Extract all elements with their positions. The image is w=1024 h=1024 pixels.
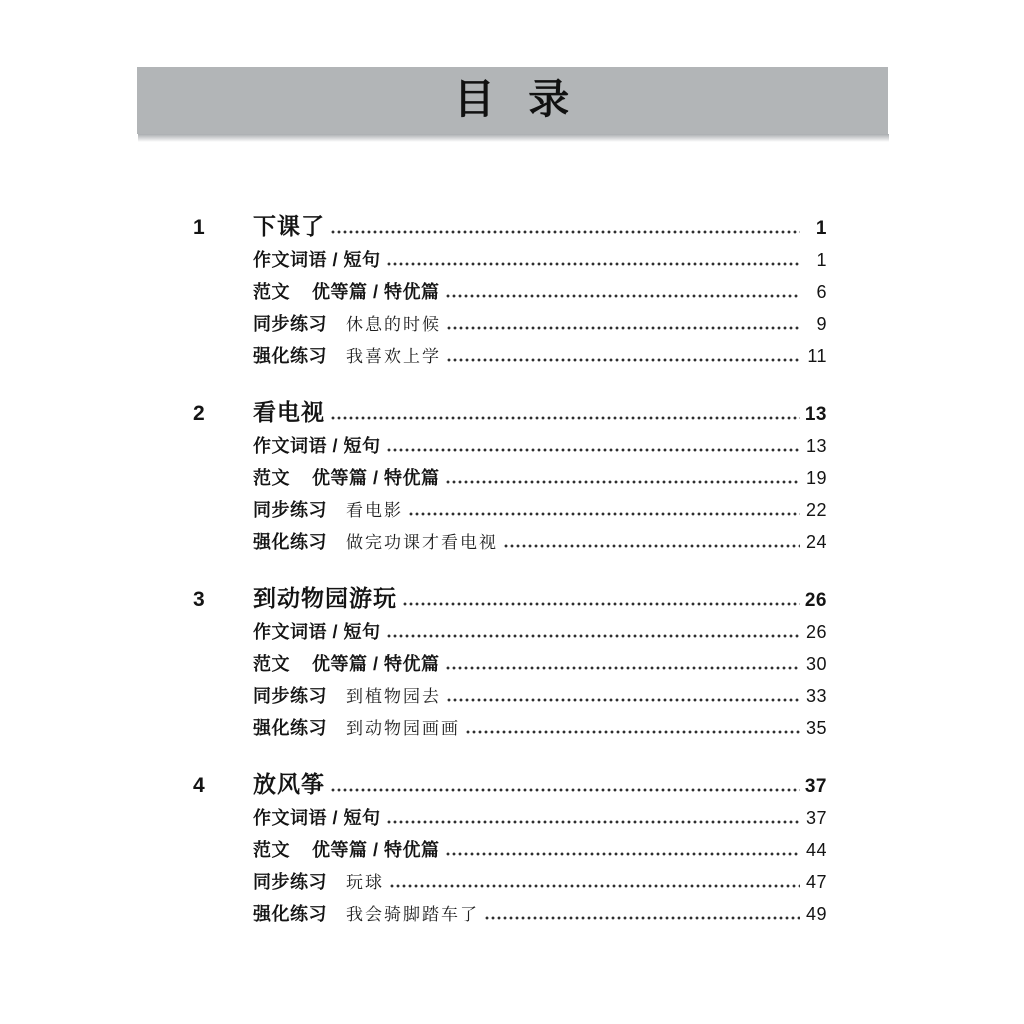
toc-row-page-number: 19	[805, 468, 827, 488]
toc-row-page-number: 35	[805, 718, 827, 738]
toc-row-page-number: 47	[805, 872, 827, 892]
toc-section	[193, 766, 827, 930]
toc-row-page-number: 26	[805, 622, 827, 642]
toc-row-page-number: 22	[805, 500, 827, 520]
toc-section	[193, 580, 827, 744]
toc-row-page-number: 6	[816, 282, 827, 302]
chapter-title: 看电视	[253, 399, 325, 425]
toc-row-page-number: 13	[805, 436, 827, 456]
toc-row	[193, 526, 827, 558]
dot-leader	[386, 262, 800, 266]
toc-row-label: 强化练习	[253, 718, 327, 738]
toc-row-subtitle: 休息的时候	[346, 315, 441, 334]
toc-row-page-number: 37	[805, 808, 827, 828]
dot-leader	[445, 852, 800, 856]
dot-leader	[330, 788, 800, 792]
toc-row-label: 强化练习	[253, 346, 327, 366]
toc-row-subtitle: 做完功课才看电视	[346, 533, 498, 552]
chapter-number: 3	[193, 588, 206, 611]
toc-list	[193, 208, 827, 952]
toc-row	[193, 648, 827, 680]
chapter-title: 到动物园游玩	[253, 585, 397, 611]
toc-row-page-number: 30	[805, 654, 827, 674]
dot-leader	[330, 230, 800, 234]
toc-row	[193, 680, 827, 712]
chapter-number: 2	[193, 402, 206, 425]
dot-leader	[330, 416, 800, 420]
toc-row	[193, 802, 827, 834]
chapter-page-number: 13	[804, 404, 827, 425]
dot-leader	[445, 294, 800, 298]
toc-row	[193, 308, 827, 340]
dot-leader	[402, 602, 800, 606]
dot-leader	[386, 820, 800, 824]
toc-row	[193, 866, 827, 898]
toc-banner	[137, 67, 888, 134]
toc-row-subtitle-bold: 优等篇 / 特优篇	[312, 840, 440, 860]
dot-leader	[386, 448, 800, 452]
toc-row	[193, 244, 827, 276]
toc-row-subtitle-bold: 优等篇 / 特优篇	[312, 282, 440, 302]
toc-row-subtitle-bold: 优等篇 / 特优篇	[312, 654, 440, 674]
toc-row-page-number: 33	[805, 686, 827, 706]
toc-row	[193, 340, 827, 372]
toc-row-label: 同步练习	[253, 872, 327, 892]
toc-row	[193, 834, 827, 866]
dot-leader	[386, 634, 800, 638]
toc-row-label: 作文词语 / 短句	[253, 622, 381, 642]
toc-row-label: 同步练习	[253, 686, 327, 706]
chapter-page-number: 1	[815, 218, 827, 239]
toc-row-label: 作文词语 / 短句	[253, 808, 381, 828]
toc-row-label: 同步练习	[253, 500, 327, 520]
chapter-page-number: 37	[804, 776, 827, 797]
chapter-row	[193, 394, 827, 430]
chapter-row	[193, 766, 827, 802]
toc-row-label: 强化练习	[253, 904, 327, 924]
dot-leader	[445, 480, 800, 484]
toc-row-page-number: 11	[807, 346, 827, 366]
dot-leader	[503, 544, 800, 548]
toc-section	[193, 394, 827, 558]
toc-row-label: 强化练习	[253, 532, 327, 552]
page-title: 目 录	[453, 76, 572, 122]
dot-leader	[484, 916, 800, 920]
toc-row-subtitle: 到动物园画画	[346, 719, 460, 738]
toc-row-subtitle: 我喜欢上学	[346, 347, 441, 366]
chapter-title: 下课了	[253, 213, 325, 239]
chapter-title: 放风筝	[253, 771, 325, 797]
chapter-number: 4	[193, 774, 206, 797]
chapter-number: 1	[193, 216, 206, 239]
toc-row	[193, 712, 827, 744]
toc-row-subtitle-bold: 优等篇 / 特优篇	[312, 468, 440, 488]
dot-leader	[465, 730, 800, 734]
dot-leader	[446, 698, 800, 702]
dot-leader	[446, 358, 800, 362]
chapter-page-number: 26	[804, 590, 827, 611]
toc-row-page-number: 49	[805, 904, 827, 924]
toc-row-subtitle: 看电影	[346, 501, 403, 520]
chapter-row	[193, 580, 827, 616]
toc-row	[193, 616, 827, 648]
chapter-row	[193, 208, 827, 244]
toc-row-subtitle: 玩球	[346, 873, 384, 892]
toc-row-page-number: 44	[805, 840, 827, 860]
toc-row-label: 范文	[253, 840, 290, 860]
dot-leader	[446, 326, 800, 330]
toc-row-page-number: 9	[816, 314, 827, 334]
dot-leader	[389, 884, 800, 888]
toc-row	[193, 430, 827, 462]
toc-row-label: 范文	[253, 282, 290, 302]
toc-row	[193, 898, 827, 930]
toc-section	[193, 208, 827, 372]
toc-row-subtitle: 我会骑脚踏车了	[346, 905, 479, 924]
toc-row	[193, 494, 827, 526]
toc-row-label: 作文词语 / 短句	[253, 436, 381, 456]
toc-row-subtitle: 到植物园去	[346, 687, 441, 706]
toc-row	[193, 276, 827, 308]
dot-leader	[408, 512, 800, 516]
toc-row	[193, 462, 827, 494]
toc-row-label: 同步练习	[253, 314, 327, 334]
toc-row-label: 范文	[253, 654, 290, 674]
toc-row-label: 范文	[253, 468, 290, 488]
toc-row-page-number: 24	[805, 532, 827, 552]
dot-leader	[445, 666, 800, 670]
toc-row-page-number: 1	[816, 250, 827, 270]
toc-row-label: 作文词语 / 短句	[253, 250, 381, 270]
